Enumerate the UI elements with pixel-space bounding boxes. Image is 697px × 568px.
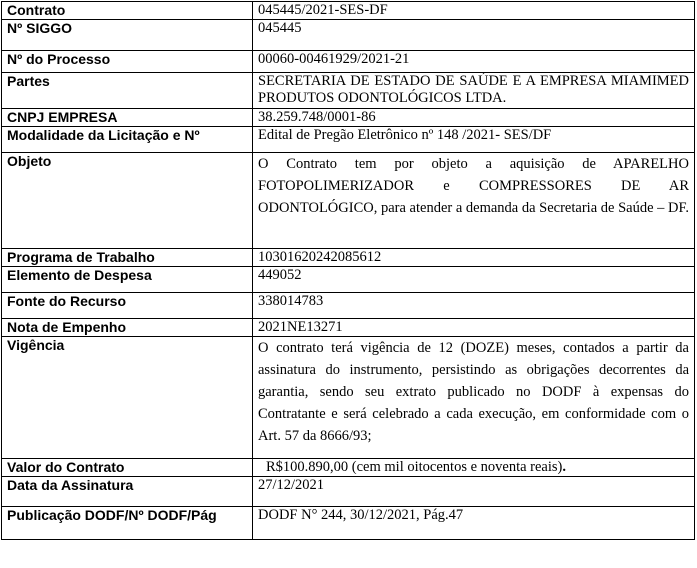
row-value: 338014783 — [253, 293, 695, 319]
table-row — [2, 73, 695, 109]
row-value: DODF N° 244, 30/12/2021, Pág.47 — [253, 507, 695, 540]
row-label: Modalidade da Licitação e Nº — [2, 127, 253, 153]
row-label: Objeto — [2, 153, 253, 249]
row-value: SECRETARIA DE ESTADO DE SAÚDE E A EMPRESA MIAMIMED PRODUTOS ODONTOLÓGICOS LTDA. — [253, 73, 695, 109]
row-value: 27/12/2021 — [253, 477, 695, 507]
row-value: 045445 — [253, 20, 695, 51]
table-row — [2, 459, 695, 477]
row-value: 10301620242085612 — [253, 249, 695, 267]
table-row — [2, 267, 695, 293]
table-row — [2, 20, 695, 51]
table-row — [2, 153, 695, 249]
row-label: Elemento de Despesa — [2, 267, 253, 293]
table-row — [2, 293, 695, 319]
table-row — [2, 109, 695, 127]
table-row — [2, 337, 695, 459]
row-label: Programa de Trabalho — [2, 249, 253, 267]
row-value: O Contrato tem por objeto a aquisição de APARELHO FOTOPOLIMERIZADOR e COMPRESSORES DE AR ODONTOLÓGICO, para atender a demanda da Secretaria de Saúde – DF. — [253, 153, 695, 249]
row-label: Nota de Empenho — [2, 319, 253, 337]
row-value: Edital de Pregão Eletrônico nº 148 /2021- SES/DF — [253, 127, 695, 153]
row-value: O contrato terá vigência de 12 (DOZE) meses, contados a partir da assinatura do instrumento, persistindo as obrigações decorrentes da garantia, sendo seu extrato publicado no DODF à expensas do Contratante e será celebrado a cada execução, em conformidade com o Art. 57 da 8666/93; — [253, 337, 695, 459]
row-label: Nº do Processo — [2, 51, 253, 73]
table-row — [2, 2, 695, 20]
row-label: Fonte do Recurso — [2, 293, 253, 319]
row-label: Nº SIGGO — [2, 20, 253, 51]
row-label: Data da Assinatura — [2, 477, 253, 507]
row-label: Contrato — [2, 2, 253, 20]
row-value: 045445/2021-SES-DF — [253, 2, 695, 20]
row-value: 449052 — [253, 267, 695, 293]
table-row — [2, 249, 695, 267]
row-label: Partes — [2, 73, 253, 109]
row-label: Valor do Contrato — [2, 459, 253, 477]
table-row — [2, 51, 695, 73]
row-label: Publicação DODF/Nº DODF/Pág — [2, 507, 253, 540]
table-row — [2, 127, 695, 153]
contract-value-period: . — [562, 459, 566, 475]
row-label: CNPJ EMPRESA — [2, 109, 253, 127]
contract-summary-table — [1, 1, 695, 540]
table-row — [2, 477, 695, 507]
table-row — [2, 319, 695, 337]
row-value — [253, 459, 695, 477]
row-label: Vigência — [2, 337, 253, 459]
row-value: 2021NE13271 — [253, 319, 695, 337]
row-value: 00060-00461929/2021-21 — [253, 51, 695, 73]
contract-value-text: R$100.890,00 (cem mil oitocentos e noventa reais) — [266, 459, 563, 475]
table-row — [2, 507, 695, 540]
row-value: 38.259.748/0001-86 — [253, 109, 695, 127]
